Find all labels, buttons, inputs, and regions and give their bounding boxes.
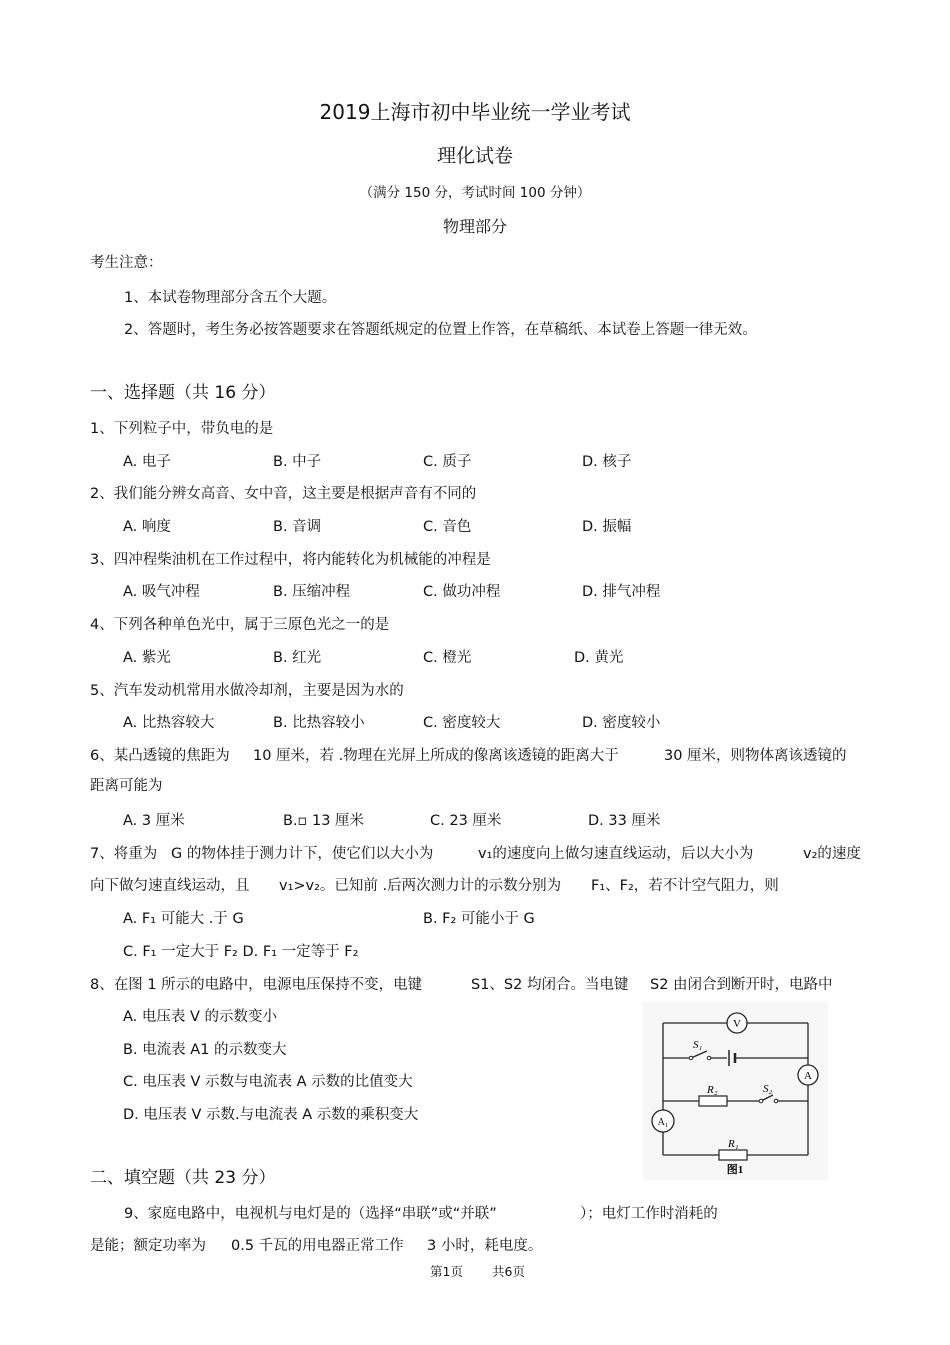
question-stem: 30 厘米，则物体离该透镜的: [664, 748, 847, 764]
option: A. 吸气冲程: [123, 584, 200, 600]
option: C. 密度较大: [423, 715, 501, 731]
question-stem: v₁>v₂。已知前 .后两次测力计的示数分别为: [279, 878, 562, 894]
question-stem: 3 小时，耗电度。: [427, 1238, 543, 1254]
r2-label: R₂: [707, 1084, 718, 1096]
option: C. 音色: [423, 519, 472, 535]
question-stem: S2 由闭合到断开时，电路中: [650, 977, 833, 993]
question-stem: 10 厘米，若 .物理在光屏上所成的像离该透镜的距离大于: [253, 748, 619, 764]
option: C. 质子: [423, 454, 472, 470]
s2-contact: [759, 1099, 763, 1103]
option: B. 比热容较小: [273, 715, 365, 731]
question-stem: v₁的速度向上做匀速直线运动，后以大小为: [478, 846, 754, 862]
question-stem: 8、在图 1 所示的电路中，电源电压保持不变，电键: [90, 977, 423, 993]
circuit-figure: [643, 1002, 828, 1180]
option: D. 黄光: [574, 650, 624, 666]
question-stem: ）；电灯工作时消耗的: [580, 1206, 718, 1222]
s1-contact: [707, 1056, 711, 1060]
r1-label: R₁: [728, 1138, 739, 1150]
section-title: 一、选择题（共 16 分）: [90, 383, 276, 403]
question-stem: 2、我们能分辨女高音、女中音，这主要是根据声音有不同的: [90, 486, 477, 502]
option: A. 紫光: [123, 650, 171, 666]
option: A. 电压表 V 的示数变小: [123, 1009, 278, 1025]
question-stem: S1、S2 均闭合。当电键: [471, 977, 629, 993]
figure-caption: 图1: [726, 1164, 744, 1176]
option: B. 电流表 A1 的示数变大: [123, 1042, 287, 1058]
option: C. 电压表 V 示数与电流表 A 示数的比值变大: [123, 1074, 413, 1090]
question-stem: 0.5 千瓦的用电器正常工作: [231, 1238, 404, 1254]
question-stem: 4、下列各种单色光中，属于三原色光之一的是: [90, 617, 390, 633]
question-stem: 5、汽车发动机常用水做冷却剂，主要是因为水的: [90, 683, 404, 699]
option: A. 响度: [123, 519, 171, 535]
page-total: 共6页: [492, 1264, 525, 1279]
option: D. 电压表 V 示数.与电流表 A 示数的乘积变大: [123, 1107, 419, 1123]
question-stem: 6、某凸透镜的焦距为: [90, 748, 230, 764]
question-stem: G 的物体挂于测力计下，使它们以大小为: [171, 846, 434, 862]
option: B. 音调: [273, 519, 322, 535]
resistor-r2: [699, 1096, 727, 1106]
s1-contact: [689, 1056, 693, 1060]
voltmeter-label: V: [733, 1018, 741, 1030]
option: D. 核子: [582, 454, 632, 470]
circuit-diagram: [643, 1002, 828, 1180]
option: A. F₁ 可能大 .于 G: [123, 911, 244, 927]
paper-subtitle: 理化试卷: [436, 145, 513, 167]
option: A. 3 厘米: [123, 813, 185, 829]
question-stem: 是能；额定功率为: [90, 1238, 206, 1254]
option: C. 橙光: [423, 650, 472, 666]
option: C. F₁ 一定大于 F₂ D. F₁ 一定等于 F₂: [123, 944, 359, 960]
question-stem: v₂的速度: [803, 846, 861, 862]
notice-heading: 考生注意：: [90, 255, 163, 271]
option: B.▫ 13 厘米: [283, 813, 365, 829]
part-heading: 物理部分: [442, 217, 507, 236]
option: D. 排气冲程: [582, 584, 661, 600]
option: B. 压缩冲程: [273, 584, 351, 600]
ammeter-a-label: A: [804, 1070, 812, 1082]
question-stem: 7、将重为: [90, 846, 158, 862]
option: C. 做功冲程: [423, 584, 501, 600]
option: D. 振幅: [582, 519, 632, 535]
option: A. 比热容较大: [123, 715, 215, 731]
option: A. 电子: [123, 454, 171, 470]
question-stem: 向下做匀速直线运动，且: [90, 878, 250, 894]
notice-item: 1、本试卷物理部分含五个大题。: [124, 290, 337, 306]
question-stem: 3、四冲程柴油机在工作过程中，将内能转化为机械能的冲程是: [90, 552, 491, 568]
resistor-r1: [719, 1150, 747, 1160]
question-stem: 距离可能为: [90, 778, 163, 794]
question-stem: 1、下列粒子中，带负电的是: [90, 421, 274, 437]
option: D. 33 厘米: [588, 813, 661, 829]
s2-label: S₂: [763, 1083, 773, 1095]
option: B. F₂ 可能小于 G: [423, 911, 535, 927]
option: D. 密度较小: [582, 715, 661, 731]
ammeter-a1-label: A₁: [657, 1117, 669, 1128]
question-stem: F₁、F₂，若不计空气阻力，则: [591, 878, 779, 894]
option: C. 23 厘米: [430, 813, 502, 829]
notice-item: 2、答题时，考生务必按答题要求在答题纸规定的位置上作答，在草稿纸、本试卷上答题一律无效。: [124, 322, 757, 338]
option: B. 中子: [273, 454, 322, 470]
section-title: 二、填空题（共 23 分）: [90, 1168, 276, 1188]
option: B. 红光: [273, 650, 322, 666]
s1-label: S₁: [693, 1039, 703, 1051]
question-stem: 9、家庭电路中，电视机与电灯是的（选择“串联”或“并联”: [124, 1206, 497, 1222]
page-number: 第1页: [430, 1264, 463, 1279]
s2-contact: [774, 1099, 778, 1103]
exam-title: 2019上海市初中毕业统一学业考试: [319, 100, 631, 124]
exam-info: （满分 150 分，考试时间 100 分钟）: [359, 185, 591, 201]
